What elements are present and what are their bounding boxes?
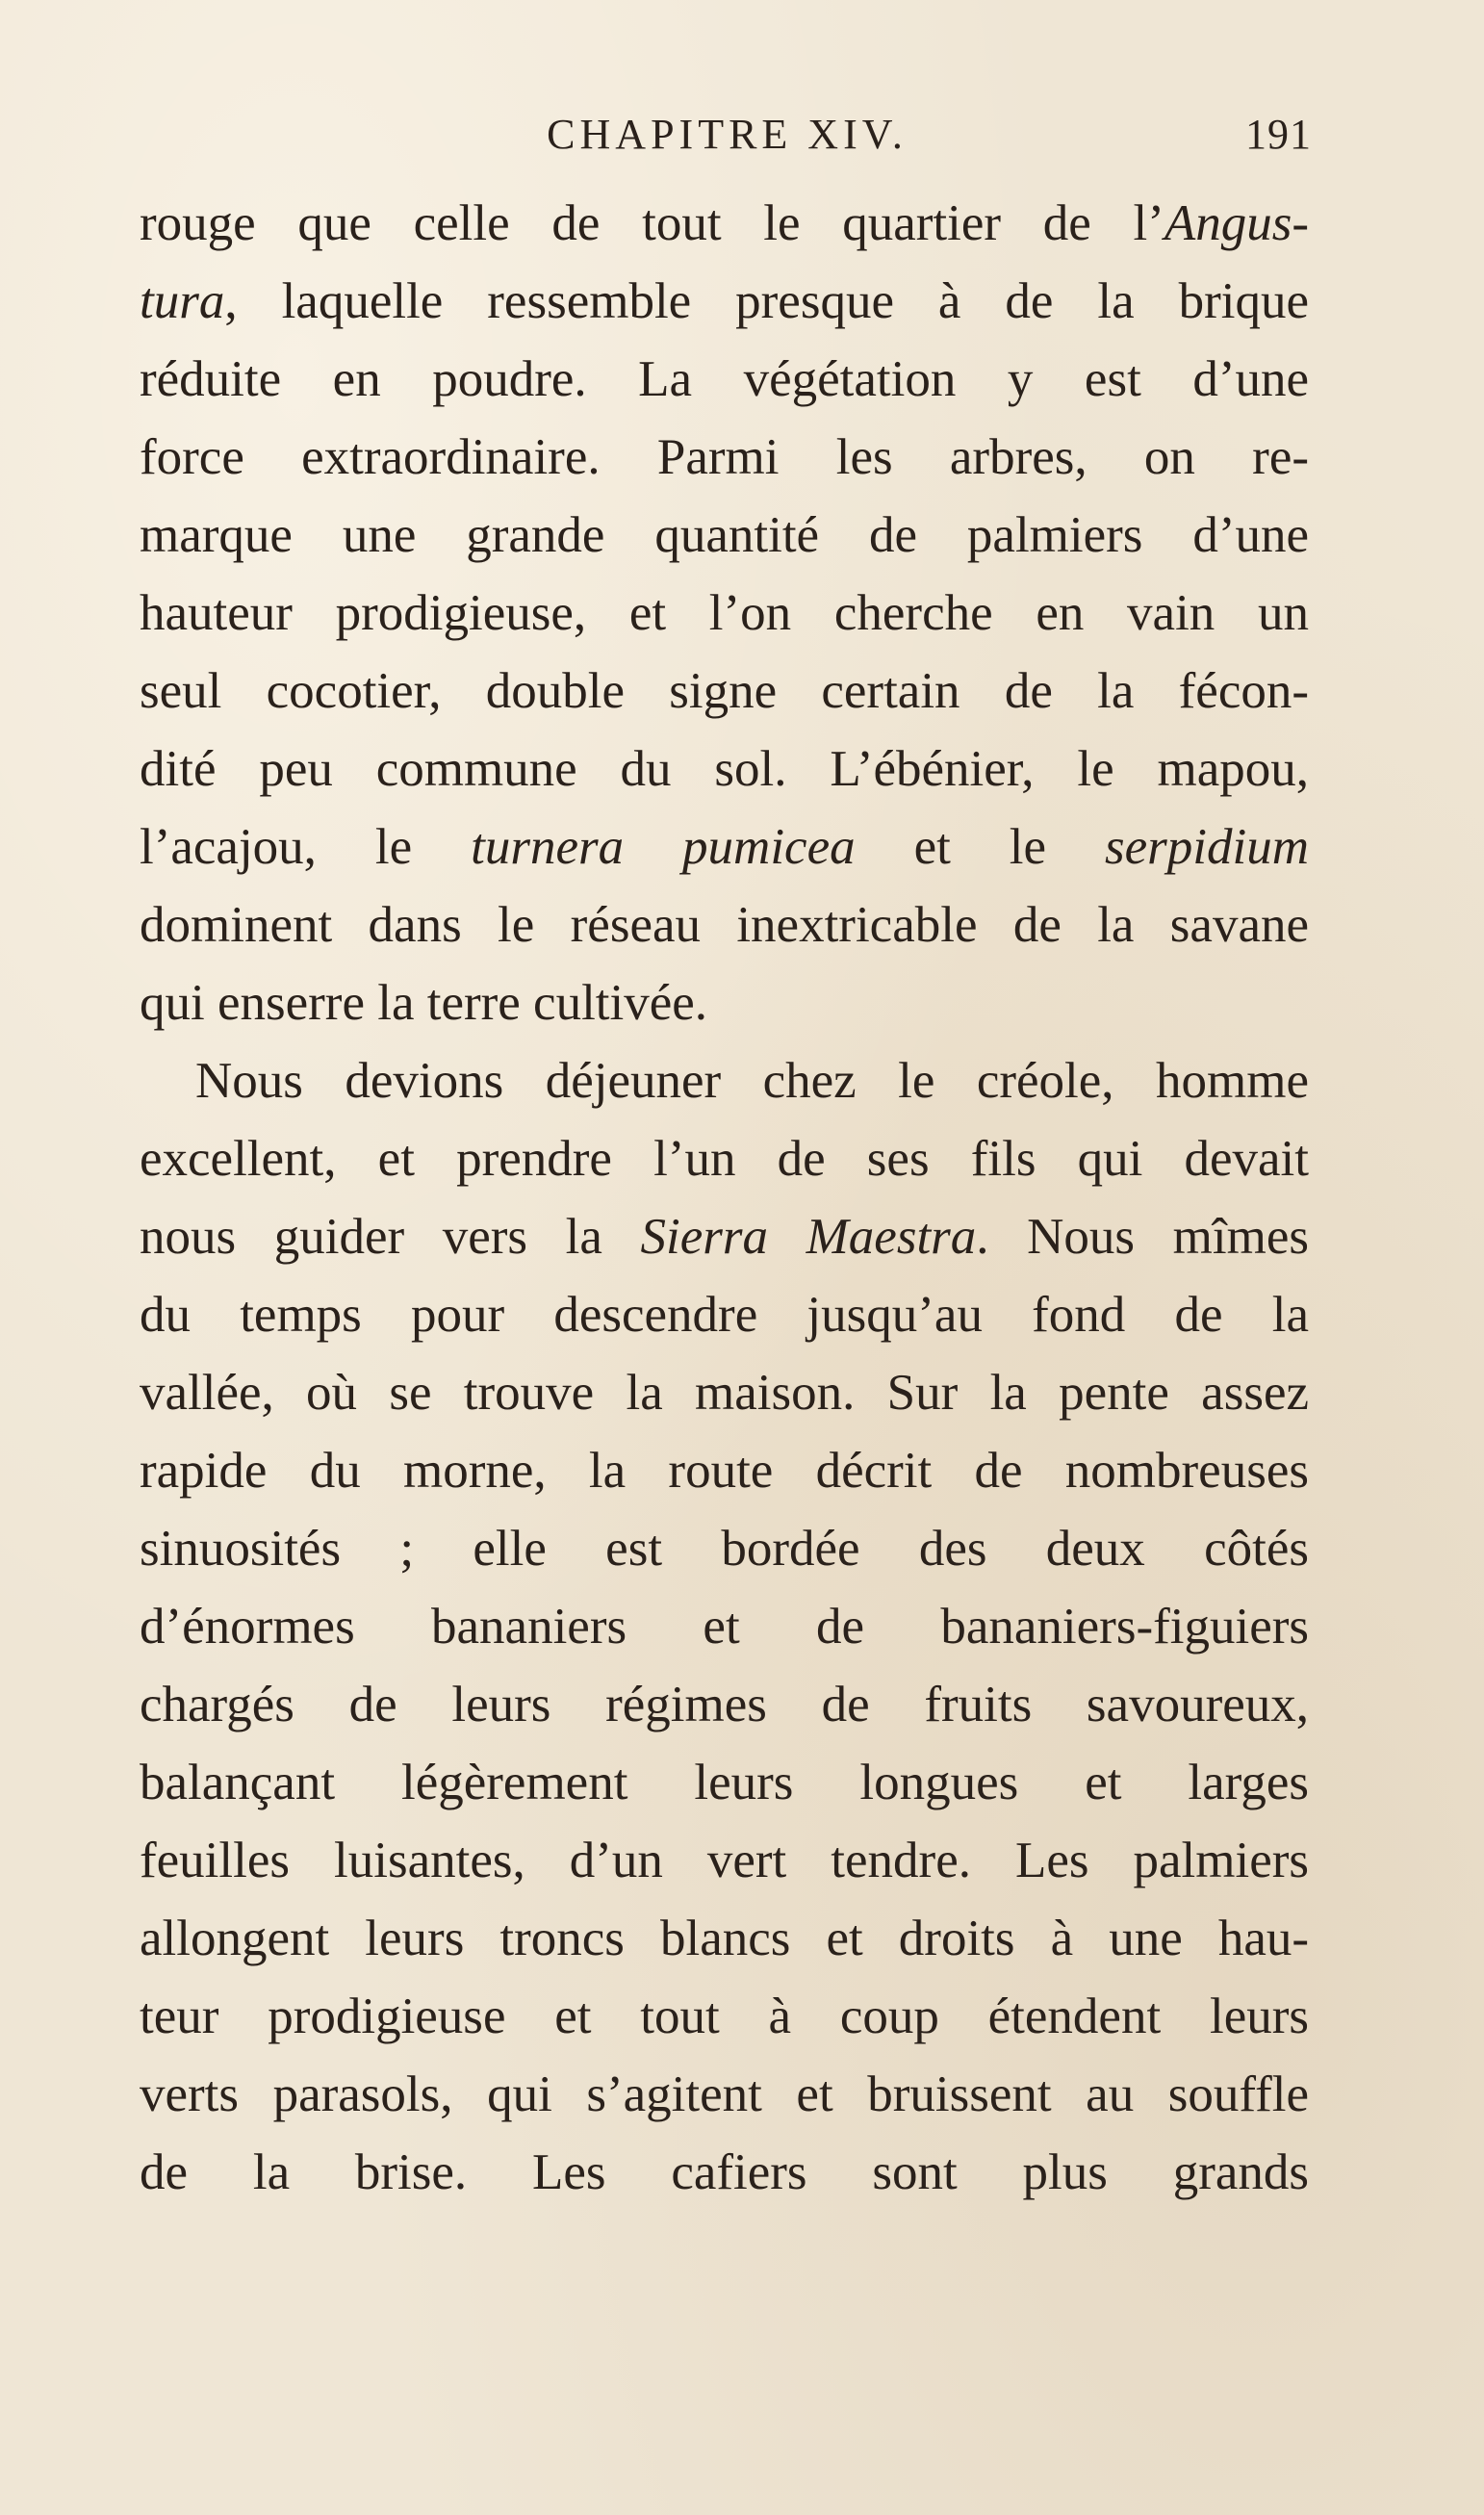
text-line: allongent leurs troncs blancs et droits à une hau- [140,1911,1309,1966]
text-line: tura, laquelle ressemble presque à de la brique [140,273,1309,329]
italic-word: Angus- [1164,195,1309,251]
italic-term: serpidium [1105,819,1309,875]
text-line: du temps pour descendre jusqu’au fond de la [140,1287,1309,1343]
text-line: rouge que celle de tout le quartier de l’Angus- [140,195,1309,251]
paragraph-end-line: qui enserre la terre cultivée. [140,975,708,1031]
page-number: 191 [1245,111,1312,158]
body-text [140,185,1309,2212]
running-head [142,106,1312,164]
italic-term: turnera pumicea [471,819,856,875]
italic-place-name: Sierra Maestra [640,1209,977,1265]
text-line: force extraordinaire. Parmi les arbres, on re- [140,429,1309,485]
text-line: teur prodigieuse et tout à coup étendent leurs [140,1989,1309,2044]
text-line: hauteur prodigieuse, et l’on cherche en vain un [140,585,1309,641]
text-line: sinuosités ; elle est bordée des deux côtés [140,1521,1309,1577]
text-line: l’acajou, le turnera pumicea et le serpidium [140,819,1309,875]
text-line: verts parasols, qui s’agitent et bruissent au souffle [140,2066,1309,2122]
text-line: excellent, et prendre l’un de ses fils qui devait [140,1131,1309,1187]
text-line: seul cocotier, double signe certain de la fécon- [140,663,1309,719]
paragraph-start-line: Nous devions déjeuner chez le créole, homme [195,1053,1309,1109]
text-line: dominent dans le réseau inextricable de la savane [140,897,1309,953]
text-line: nous guider vers la Sierra Maestra. Nous mîmes [140,1209,1309,1265]
text-line: rapide du morne, la route décrit de nombreuses [140,1443,1309,1499]
text-line: dité peu commune du sol. L’ébénier, le mapou, [140,741,1309,797]
text-line: vallée, où se trouve la maison. Sur la pente assez [140,1365,1309,1421]
text-line: de la brise. Les cafiers sont plus grands [140,2144,1309,2200]
chapter-heading: CHAPITRE XIV. [547,111,908,158]
italic-word: tura [140,273,225,329]
text-line: marque une grande quantité de palmiers d’une [140,507,1309,563]
text-line: chargés de leurs régimes de fruits savoureux, [140,1677,1309,1732]
text-line: réduite en poudre. La végétation y est d’une [140,351,1309,407]
text-line: balançant légèrement leurs longues et larges [140,1755,1309,1810]
text-line: feuilles luisantes, d’un vert tendre. Les palmiers [140,1833,1309,1888]
text-line: d’énormes bananiers et de bananiers-figuiers [140,1599,1309,1655]
